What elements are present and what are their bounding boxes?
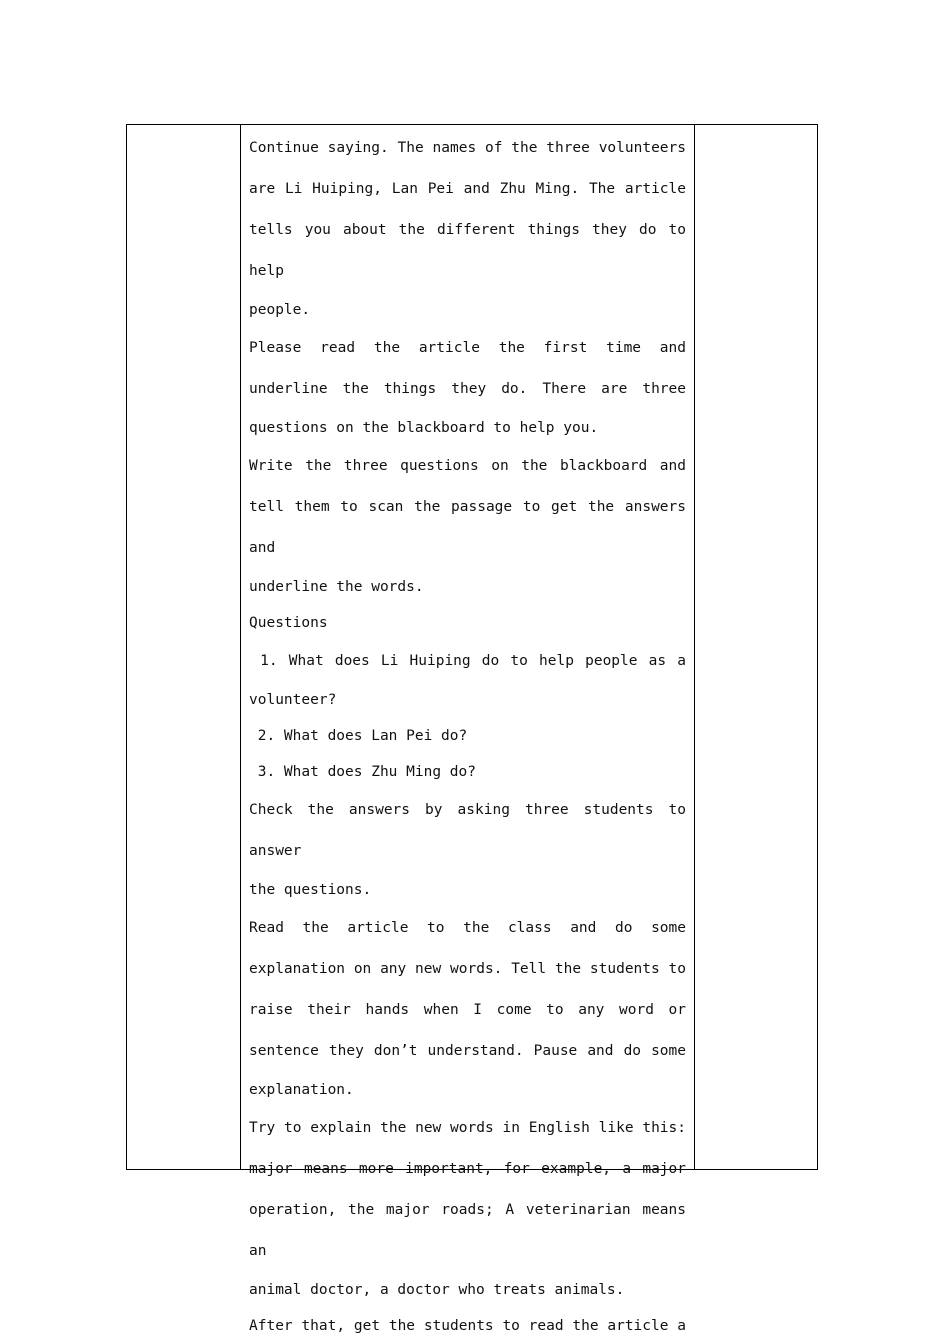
paragraph-read-article <box>249 908 686 1108</box>
text-line: tell them to scan the passage to get the answers and <box>249 499 695 556</box>
paragraph-continue-saying <box>249 128 695 328</box>
right-column-cell <box>695 125 818 1170</box>
lesson-plan-table <box>126 124 818 1334</box>
text-line: Try to explain the new words in English like this: <box>249 1120 686 1136</box>
left-column-cell <box>127 125 241 1170</box>
text-line: sentence they don’t understand. Pause and do some <box>249 1043 686 1059</box>
text-line: raise their hands when I come to any word or <box>249 1002 686 1018</box>
text-line: the questions. <box>249 882 372 898</box>
text-line: underline the things they do. There are three <box>249 381 686 397</box>
question-1 <box>249 641 686 718</box>
text-line: volunteer? <box>249 692 337 708</box>
text-line: animal doctor, a doctor who treats animals. <box>249 1282 625 1298</box>
text-line: Continue saying. The names of the three volunteers <box>249 140 686 156</box>
text-line: Read the article to the class and do some <box>249 920 686 936</box>
table-row <box>127 125 818 1170</box>
paragraph-after-that: After that, get the students to read the article a <box>249 1318 686 1334</box>
paragraph-explain-words <box>249 1108 695 1308</box>
text-line: Write the three questions on the blackboard and <box>249 458 686 474</box>
text-line: are Li Huiping, Lan Pei and Zhu Ming. The article <box>249 181 686 197</box>
text-line: tells you about the different things they do to help <box>249 222 695 279</box>
text-line: operation, the major roads; A veterinarian means an <box>249 1202 695 1259</box>
paragraph-first-reading <box>249 328 686 446</box>
text-line: Please read the article the first time and <box>249 340 686 356</box>
text-line: explanation. <box>249 1082 354 1098</box>
text-line: major means more important, for example, a major <box>249 1161 686 1177</box>
questions-label: Questions <box>249 615 328 631</box>
text-line: Check the answers by asking three students to answer <box>249 802 695 859</box>
paragraph-write-questions <box>249 446 695 605</box>
paragraph-check-answers <box>249 790 695 908</box>
procedure-cell <box>241 125 695 1334</box>
text-line: people. <box>249 302 311 318</box>
question-2: 2. What does Lan Pei do? <box>249 728 468 744</box>
text-line: 1. What does Li Huiping do to help people as a <box>249 653 686 669</box>
procedure-text <box>241 125 695 1334</box>
text-line: underline the words. <box>249 579 424 595</box>
text-line: explanation on any new words. Tell the students to <box>249 961 686 977</box>
text-line: questions on the blackboard to help you. <box>249 420 599 436</box>
question-3: 3. What does Zhu Ming do? <box>249 764 476 780</box>
